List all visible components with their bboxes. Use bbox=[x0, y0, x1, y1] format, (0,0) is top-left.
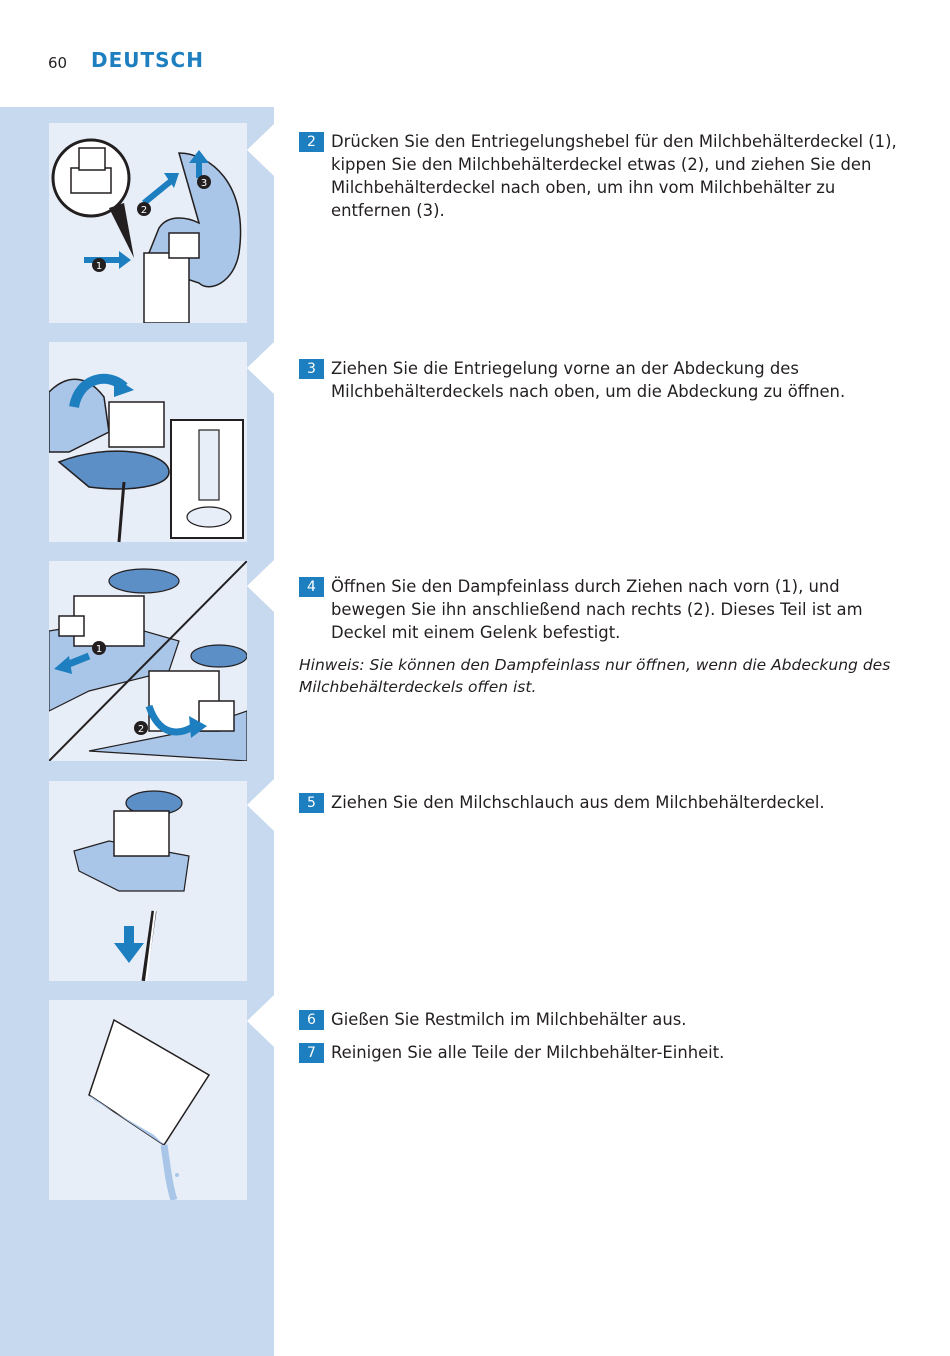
step-text: Drücken Sie den Entriegelungshebel für den Milchbehälterdeckel (1), kippen Sie den Milchbehälterdeckel etwas (2), und ziehen Sie den Milchbehälterdeckel nach oben, um ihn vom Milchbehälter zu entfernen (3). bbox=[331, 132, 897, 220]
svg-text:1: 1 bbox=[95, 261, 103, 272]
steam-inlet-illustration bbox=[49, 561, 247, 761]
step-item bbox=[299, 130, 909, 222]
illustration-pointer bbox=[247, 342, 274, 394]
step-number: 2 bbox=[299, 132, 324, 152]
page-number: 60 bbox=[48, 54, 68, 72]
step-text: Reinigen Sie alle Teile der Milchbehälter-Einheit. bbox=[331, 1043, 725, 1062]
svg-text:1: 1 bbox=[95, 644, 103, 655]
step-text: Ziehen Sie den Milchschlauch aus dem Milchbehälterdeckel. bbox=[331, 793, 825, 812]
step-item bbox=[299, 791, 909, 814]
step-block bbox=[299, 1008, 909, 1074]
step-item bbox=[299, 357, 909, 403]
step-block bbox=[299, 130, 909, 232]
step-number: 6 bbox=[299, 1010, 324, 1030]
illustration-pointer bbox=[247, 995, 274, 1047]
step-block bbox=[299, 791, 909, 824]
step-item bbox=[299, 1041, 909, 1064]
illustration-pointer bbox=[247, 124, 274, 176]
pour-milk-illustration bbox=[49, 1000, 247, 1200]
svg-text:2: 2 bbox=[137, 724, 145, 735]
step-text: Ziehen Sie die Entriegelung vorne an der Abdeckung des Milchbehälterdeckels nach oben, um die Abdeckung zu öffnen. bbox=[331, 359, 846, 401]
step-text: Gießen Sie Restmilch im Milchbehälter aus. bbox=[331, 1010, 687, 1029]
hint-note: Hinweis: Sie können den Dampfeinlass nur öffnen, wenn die Abdeckung des Milchbehälterdeckels offen ist. bbox=[299, 656, 891, 696]
step-number: 5 bbox=[299, 793, 324, 813]
open-cover-illustration bbox=[49, 342, 247, 542]
illustration-pointer bbox=[247, 779, 274, 831]
illustration-pointer bbox=[247, 560, 274, 612]
step-number: 4 bbox=[299, 577, 324, 597]
pull-tube-illustration bbox=[49, 781, 247, 981]
section-title: DEUTSCH bbox=[91, 48, 204, 72]
step-block bbox=[299, 575, 909, 698]
step-text: Öffnen Sie den Dampfeinlass durch Ziehen nach vorn (1), und bewegen Sie ihn anschließend nach rechts (2). Dieses Teil ist am Deckel mit einem Gelenk befestigt. bbox=[331, 577, 863, 642]
remove-lid-illustration bbox=[49, 123, 247, 323]
step-block bbox=[299, 357, 909, 413]
svg-text:3: 3 bbox=[200, 178, 208, 189]
step-number: 7 bbox=[299, 1043, 324, 1063]
step-number: 3 bbox=[299, 359, 324, 379]
step-item bbox=[299, 575, 909, 644]
step-item bbox=[299, 1008, 909, 1031]
svg-text:2: 2 bbox=[140, 205, 148, 216]
